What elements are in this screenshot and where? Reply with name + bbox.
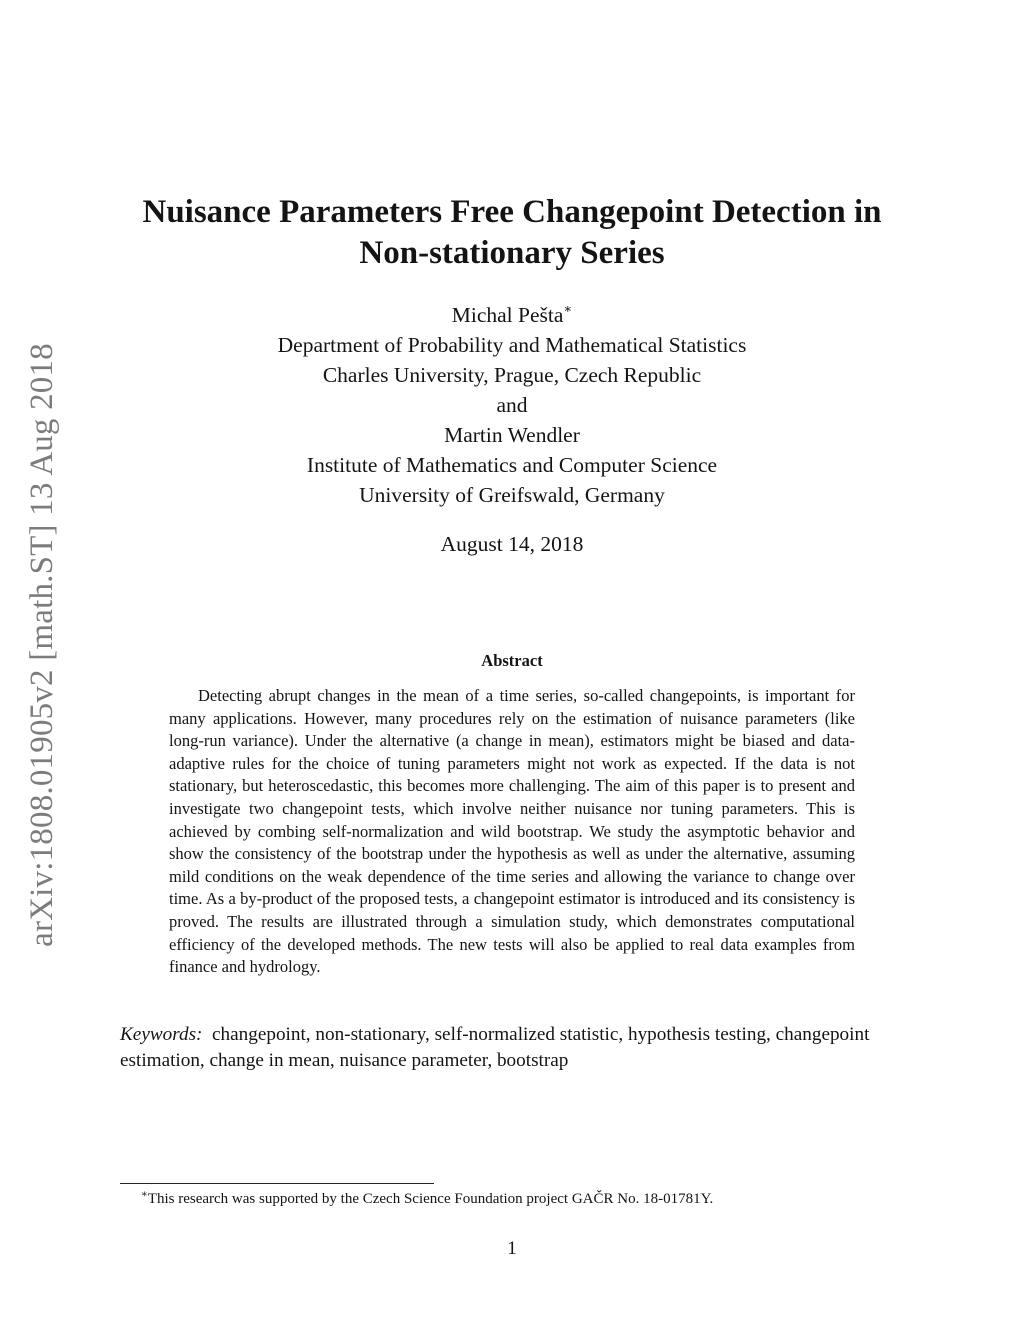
paper-title [100,192,924,274]
author-block [100,300,924,510]
paper-title-line-1: Nuisance Parameters Free Changepoint Detection in [142,194,882,230]
author-1-name: Michal Pešta [451,303,564,327]
footnote-mark: ∗ [141,1189,148,1200]
author-1-affiliation-line-1: Department of Probability and Mathematical Statistics [277,333,747,357]
abstract-body: Detecting abrupt changes in the mean of a time series, so-called changepoints, is important for many applications. However, many procedures rely on the estimation of nuisance parameters (like long-run variance). Under the alternative (a change in mean), estimators might be biased and data-adaptive rules for the choice of tuning parameters might not work as expected. If the data is not stationary, but heteroscedastic, this becomes more challenging. The aim of this paper is to present and investigate two changepoint tests, which involve neither nuisance nor tuning parameters. This is achieved by combing self-normalization and wild bootstrap. We study the asymptotic behavior and show the consistency of the bootstrap under the hypothesis as well as under the alternative, assuming mild conditions on the weak dependence of the time series and allowing the variance to change over time. As a by-product of the proposed tests, a changepoint estimator is introduced and its consistency is proved. The results are illustrated through a simulation study, which demonstrates computational efficiency of the developed methods. The new tests will also be applied to real data examples from finance and hydrology. [169,686,855,977]
footnote-text: This research was supported by the Czech Science Foundation project GAČR No. 18-01781Y. [147,1191,714,1207]
author-1 [100,300,924,330]
abstract-heading: Abstract [481,651,543,670]
publication-date: August 14, 2018 [440,532,584,556]
arxiv-identifier-stamp: arXiv:1808.01905v2 [math.ST] 13 Aug 2018 [24,343,60,947]
author-2-name: Martin Wendler [444,423,580,447]
author-conjunction: and [496,393,528,417]
author-1-footnote-mark: ∗ [563,301,573,316]
footnote [141,1188,901,1210]
paper-title-line-2: Non-stationary Series [359,235,665,271]
author-1-affiliation-line-2: Charles University, Prague, Czech Republic [322,363,702,387]
keywords-list: changepoint, non-stationary, self-normalized statistic, hypothesis testing, changepoint estimation, change in mean, nuisance parameter, bootstrap [120,1024,870,1071]
author-2-affiliation-line-2: University of Greifswald, Germany [359,483,665,507]
page-number: 1 [507,1238,517,1259]
keywords-section [120,1022,904,1074]
keywords-label: Keywords: [120,1024,203,1045]
author-2-affiliation-line-1: Institute of Mathematics and Computer Science [306,453,718,477]
footnote-divider [120,1183,434,1184]
